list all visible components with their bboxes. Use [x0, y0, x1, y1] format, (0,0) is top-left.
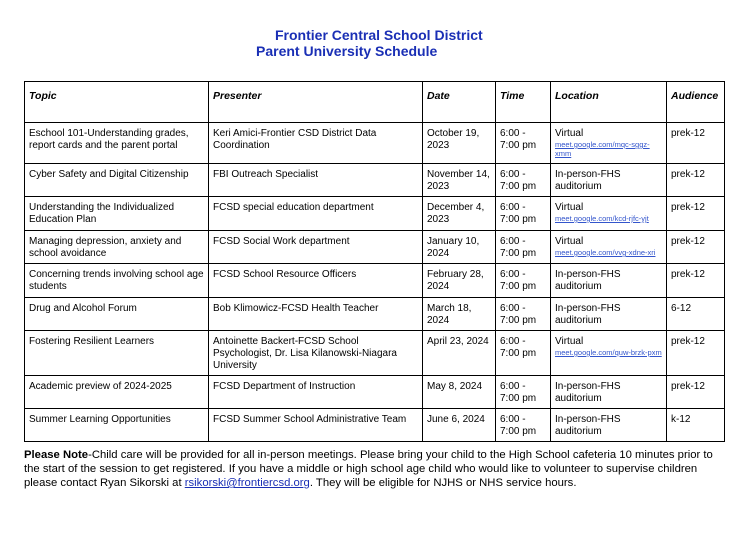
topic-cell: Concerning trends involving school age students	[25, 264, 209, 298]
audience-cell: prek-12	[667, 264, 725, 298]
location-text: In-person-FHS auditorium	[555, 269, 621, 292]
table-row	[25, 164, 725, 197]
table-row	[25, 409, 725, 442]
topic-cell: Summer Learning Opportunities	[25, 409, 209, 442]
meeting-link[interactable]: meet.google.com/quw-brzk-pxm	[555, 348, 662, 357]
table-header-row	[25, 82, 725, 123]
time-cell: 6:00 - 7:00 pm	[496, 197, 551, 231]
topic-cell: Managing depression, anxiety and school avoidance	[25, 231, 209, 264]
note-text-1: -Child care will be provided for all in-person meetings. Please bring your child to the High School cafeteria 10 minutes prior to the start of the session to get registered. If you have a middle or high school age child who would like to volunteer to supervise children please contact Ryan Sikorski at	[24, 449, 713, 489]
location-cell	[551, 409, 667, 442]
location-cell	[551, 231, 667, 264]
contact-email-link[interactable]: rsikorski@frontiercsd.org	[184, 477, 310, 489]
presenter-cell: FBI Outreach Specialist	[209, 164, 423, 197]
column-header-location: Location	[551, 82, 667, 123]
topic-cell: Academic preview of 2024-2025	[25, 376, 209, 409]
topic-cell: Drug and Alcohol Forum	[25, 298, 209, 331]
time-cell: 6:00 - 7:00 pm	[496, 298, 551, 331]
location-cell	[551, 123, 667, 164]
date-cell: March 18, 2024	[423, 298, 496, 331]
time-cell: 6:00 - 7:00 pm	[496, 164, 551, 197]
time-cell: 6:00 - 7:00 pm	[496, 376, 551, 409]
date-cell: June 6, 2024	[423, 409, 496, 442]
location-cell	[551, 331, 667, 376]
column-header-presenter: Presenter	[209, 82, 423, 123]
presenter-cell: FCSD Social Work department	[209, 231, 423, 264]
audience-cell: prek-12	[667, 331, 725, 376]
date-cell: December 4, 2023	[423, 197, 496, 231]
location-text: In-person-FHS auditorium	[555, 414, 621, 437]
note-text-2: . They will be eligible for NJHS or NHS service hours.	[309, 477, 577, 489]
table-row	[25, 298, 725, 331]
time-cell: 6:00 - 7:00 pm	[496, 123, 551, 164]
presenter-cell: Antoinette Backert-FCSD School Psychologist, Dr. Lisa Kilanowski-Niagara University	[209, 331, 423, 376]
table-row	[25, 231, 725, 264]
audience-cell: prek-12	[667, 164, 725, 197]
time-cell: 6:00 - 7:00 pm	[496, 409, 551, 442]
date-cell: November 14, 2023	[423, 164, 496, 197]
table-body	[25, 123, 725, 442]
schedule-table	[24, 81, 725, 442]
topic-cell: Fostering Resilient Learners	[25, 331, 209, 376]
location-text: Virtual	[555, 336, 584, 347]
presenter-cell: FCSD Summer School Administrative Team	[209, 409, 423, 442]
location-cell	[551, 197, 667, 231]
location-text: Virtual	[555, 202, 584, 213]
presenter-cell: FCSD Department of Instruction	[209, 376, 423, 409]
location-cell	[551, 376, 667, 409]
presenter-cell: FCSD School Resource Officers	[209, 264, 423, 298]
presenter-cell: FCSD special education department	[209, 197, 423, 231]
presenter-cell: Keri Amici-Frontier CSD District Data Coordination	[209, 123, 423, 164]
district-name: Frontier Central School District	[275, 27, 483, 43]
location-cell	[551, 264, 667, 298]
location-text: In-person-FHS auditorium	[555, 381, 621, 404]
table-row	[25, 123, 725, 164]
location-text: Virtual	[555, 236, 584, 247]
location-text: In-person-FHS auditorium	[555, 303, 621, 326]
note-label: Please Note	[24, 449, 89, 461]
column-header-topic: Topic	[25, 82, 209, 123]
meeting-link[interactable]: meet.google.com/mqc-sggz-xmm	[555, 140, 650, 158]
date-cell: April 23, 2024	[423, 331, 496, 376]
column-header-audience: Audience	[667, 82, 725, 123]
meeting-link[interactable]: meet.google.com/kcd-rjfc-yjt	[555, 214, 649, 223]
location-cell	[551, 298, 667, 331]
topic-cell: Eschool 101-Understanding grades, report cards and the parent portal	[25, 123, 209, 164]
location-cell	[551, 164, 667, 197]
time-cell: 6:00 - 7:00 pm	[496, 264, 551, 298]
audience-cell: prek-12	[667, 376, 725, 409]
presenter-cell: Bob Klimowicz-FCSD Health Teacher	[209, 298, 423, 331]
location-text: In-person-FHS auditorium	[555, 169, 621, 192]
time-cell: 6:00 - 7:00 pm	[496, 231, 551, 264]
topic-cell: Cyber Safety and Digital Citizenship	[25, 164, 209, 197]
date-cell: January 10, 2024	[423, 231, 496, 264]
schedule-title: Parent University Schedule	[256, 43, 438, 59]
audience-cell: prek-12	[667, 123, 725, 164]
audience-cell: prek-12	[667, 231, 725, 264]
topic-cell: Understanding the Individualized Education Plan	[25, 197, 209, 231]
audience-cell: k-12	[667, 409, 725, 442]
table-row	[25, 376, 725, 409]
time-cell: 6:00 - 7:00 pm	[496, 331, 551, 376]
table-row	[25, 197, 725, 231]
meeting-link[interactable]: meet.google.com/vvg-xdne-xri	[555, 248, 656, 257]
note-paragraph	[24, 448, 724, 490]
column-header-date: Date	[423, 82, 496, 123]
date-cell: February 28, 2024	[423, 264, 496, 298]
audience-cell: 6-12	[667, 298, 725, 331]
audience-cell: prek-12	[667, 197, 725, 231]
column-header-time: Time	[496, 82, 551, 123]
table-row	[25, 331, 725, 376]
table-row	[25, 264, 725, 298]
location-text: Virtual	[555, 128, 584, 139]
date-cell: May 8, 2024	[423, 376, 496, 409]
date-cell: October 19, 2023	[423, 123, 496, 164]
